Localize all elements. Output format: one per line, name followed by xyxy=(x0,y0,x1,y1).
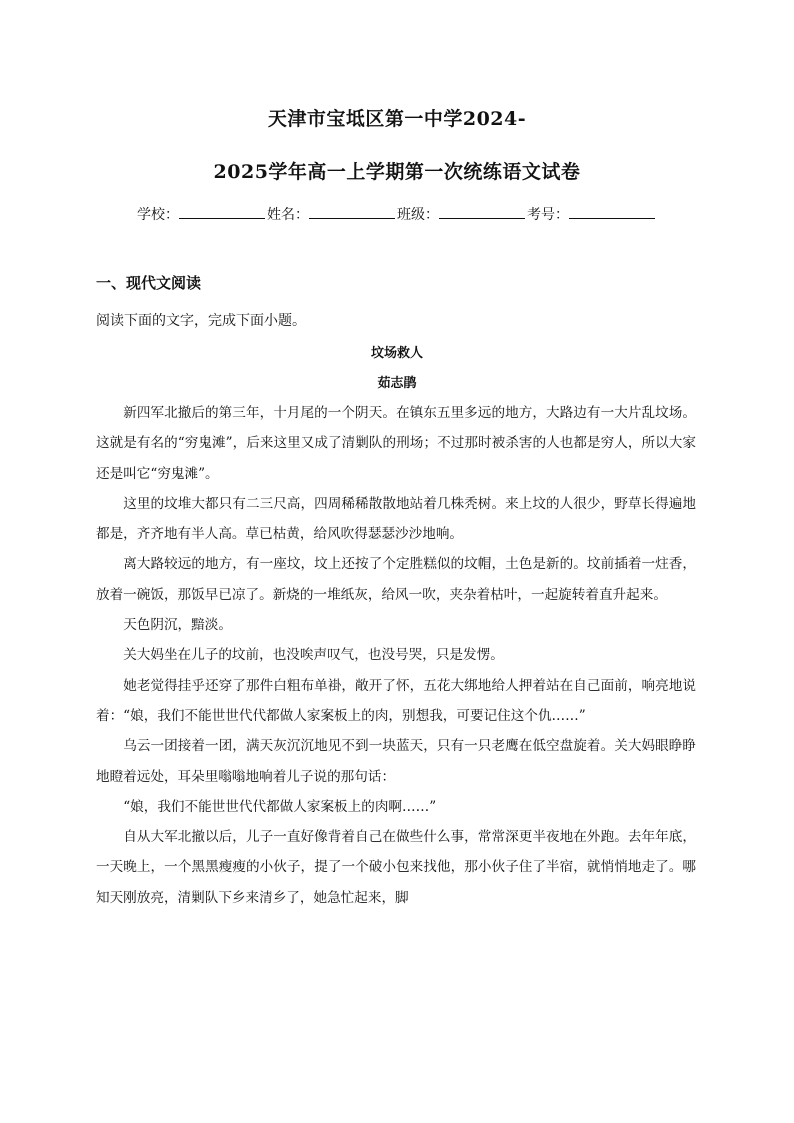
student-info-row xyxy=(0,204,794,224)
school-label: 学校： xyxy=(137,207,179,223)
exam-title-line2: 2025学年高一上学期第一次统练语文试卷 xyxy=(213,161,581,183)
reading-instruction: 阅读下面的文字，完成下面小题。 xyxy=(96,313,306,329)
class-field xyxy=(397,204,527,224)
paragraph: “娘，我们不能世世代代都做人家案板上的肉啊……” xyxy=(123,798,437,815)
paragraph: 自从大军北撤以后，儿子一直好像背着自己在做些什么事，常常深更半夜地在外跑。去年年底，一天晚上，一个黑黑瘦瘦的小伙子，提了一个破小包来找他，那小伙子住了半宿，就悄悄地走了。哪知天刚放亮，清剿队下乡来清乡了，她急忙起来，脚 xyxy=(96,829,696,906)
exam-number-label: 考号： xyxy=(527,207,569,223)
story-author: 茹志鹃 xyxy=(377,376,417,391)
class-blank[interactable] xyxy=(439,206,525,219)
paragraph: 新四军北撤后的第三年，十月尾的一个阴天。在镇东五里多远的地方，大路边有一大片乱坟场。这就是有名的“穷鬼滩”，后来这里又成了清剿队的刑场；不过那时被杀害的人也都是穷人，所以大家还是叫它“穷鬼滩”。 xyxy=(96,405,696,482)
name-field xyxy=(267,204,397,224)
paragraph: 离大路较远的地方，有一座坟，坟上还按了个定胜糕似的坟帽，土色是新的。坟前插着一炷香，放着一碗饭，那饭早已凉了。新烧的一堆纸灰，给风一吹，夹杂着枯叶，一起旋转着直升起来。 xyxy=(96,556,696,603)
paragraph: 乌云一团接着一团，满天灰沉沉地见不到一块蓝天，只有一只老鹰在低空盘旋着。关大妈眼睁睁地瞪着远处，耳朵里嗡嗡地响着儿子说的那句话： xyxy=(96,738,696,785)
class-label: 班级： xyxy=(397,207,439,223)
paragraph: 这里的坟堆大都只有二三尺高，四周稀稀散散地站着几株秃树。来上坟的人很少，野草长得遍地都是，齐齐地有半人高。草已枯黄，给风吹得瑟瑟沙沙地响。 xyxy=(96,495,696,543)
exam-number-blank[interactable] xyxy=(569,206,655,219)
exam-title-line1: 天津市宝坻区第一中学2024- xyxy=(267,108,527,130)
paragraph: 关大妈坐在儿子的坟前，也没唉声叹气，也没号哭，只是发愣。 xyxy=(123,647,504,664)
paragraph: 她老觉得挂乎还穿了那件白粗布单褂，敞开了怀，五花大绑地给人押着站在自己面前，响亮地说着：“娘，我们不能世世代代都做人家案板上的肉，别想我，可要记住这个仇……” xyxy=(96,677,696,724)
name-label: 姓名： xyxy=(267,207,309,223)
story-title: 坟场救人 xyxy=(370,346,423,361)
name-blank[interactable] xyxy=(309,206,395,219)
school-blank[interactable] xyxy=(179,206,265,219)
paragraph: 天色阴沉，黯淡。 xyxy=(123,617,232,634)
school-field xyxy=(137,204,267,224)
section-heading: 一、现代文阅读 xyxy=(96,274,202,292)
story-body xyxy=(96,398,696,913)
exam-number-field xyxy=(527,204,657,224)
